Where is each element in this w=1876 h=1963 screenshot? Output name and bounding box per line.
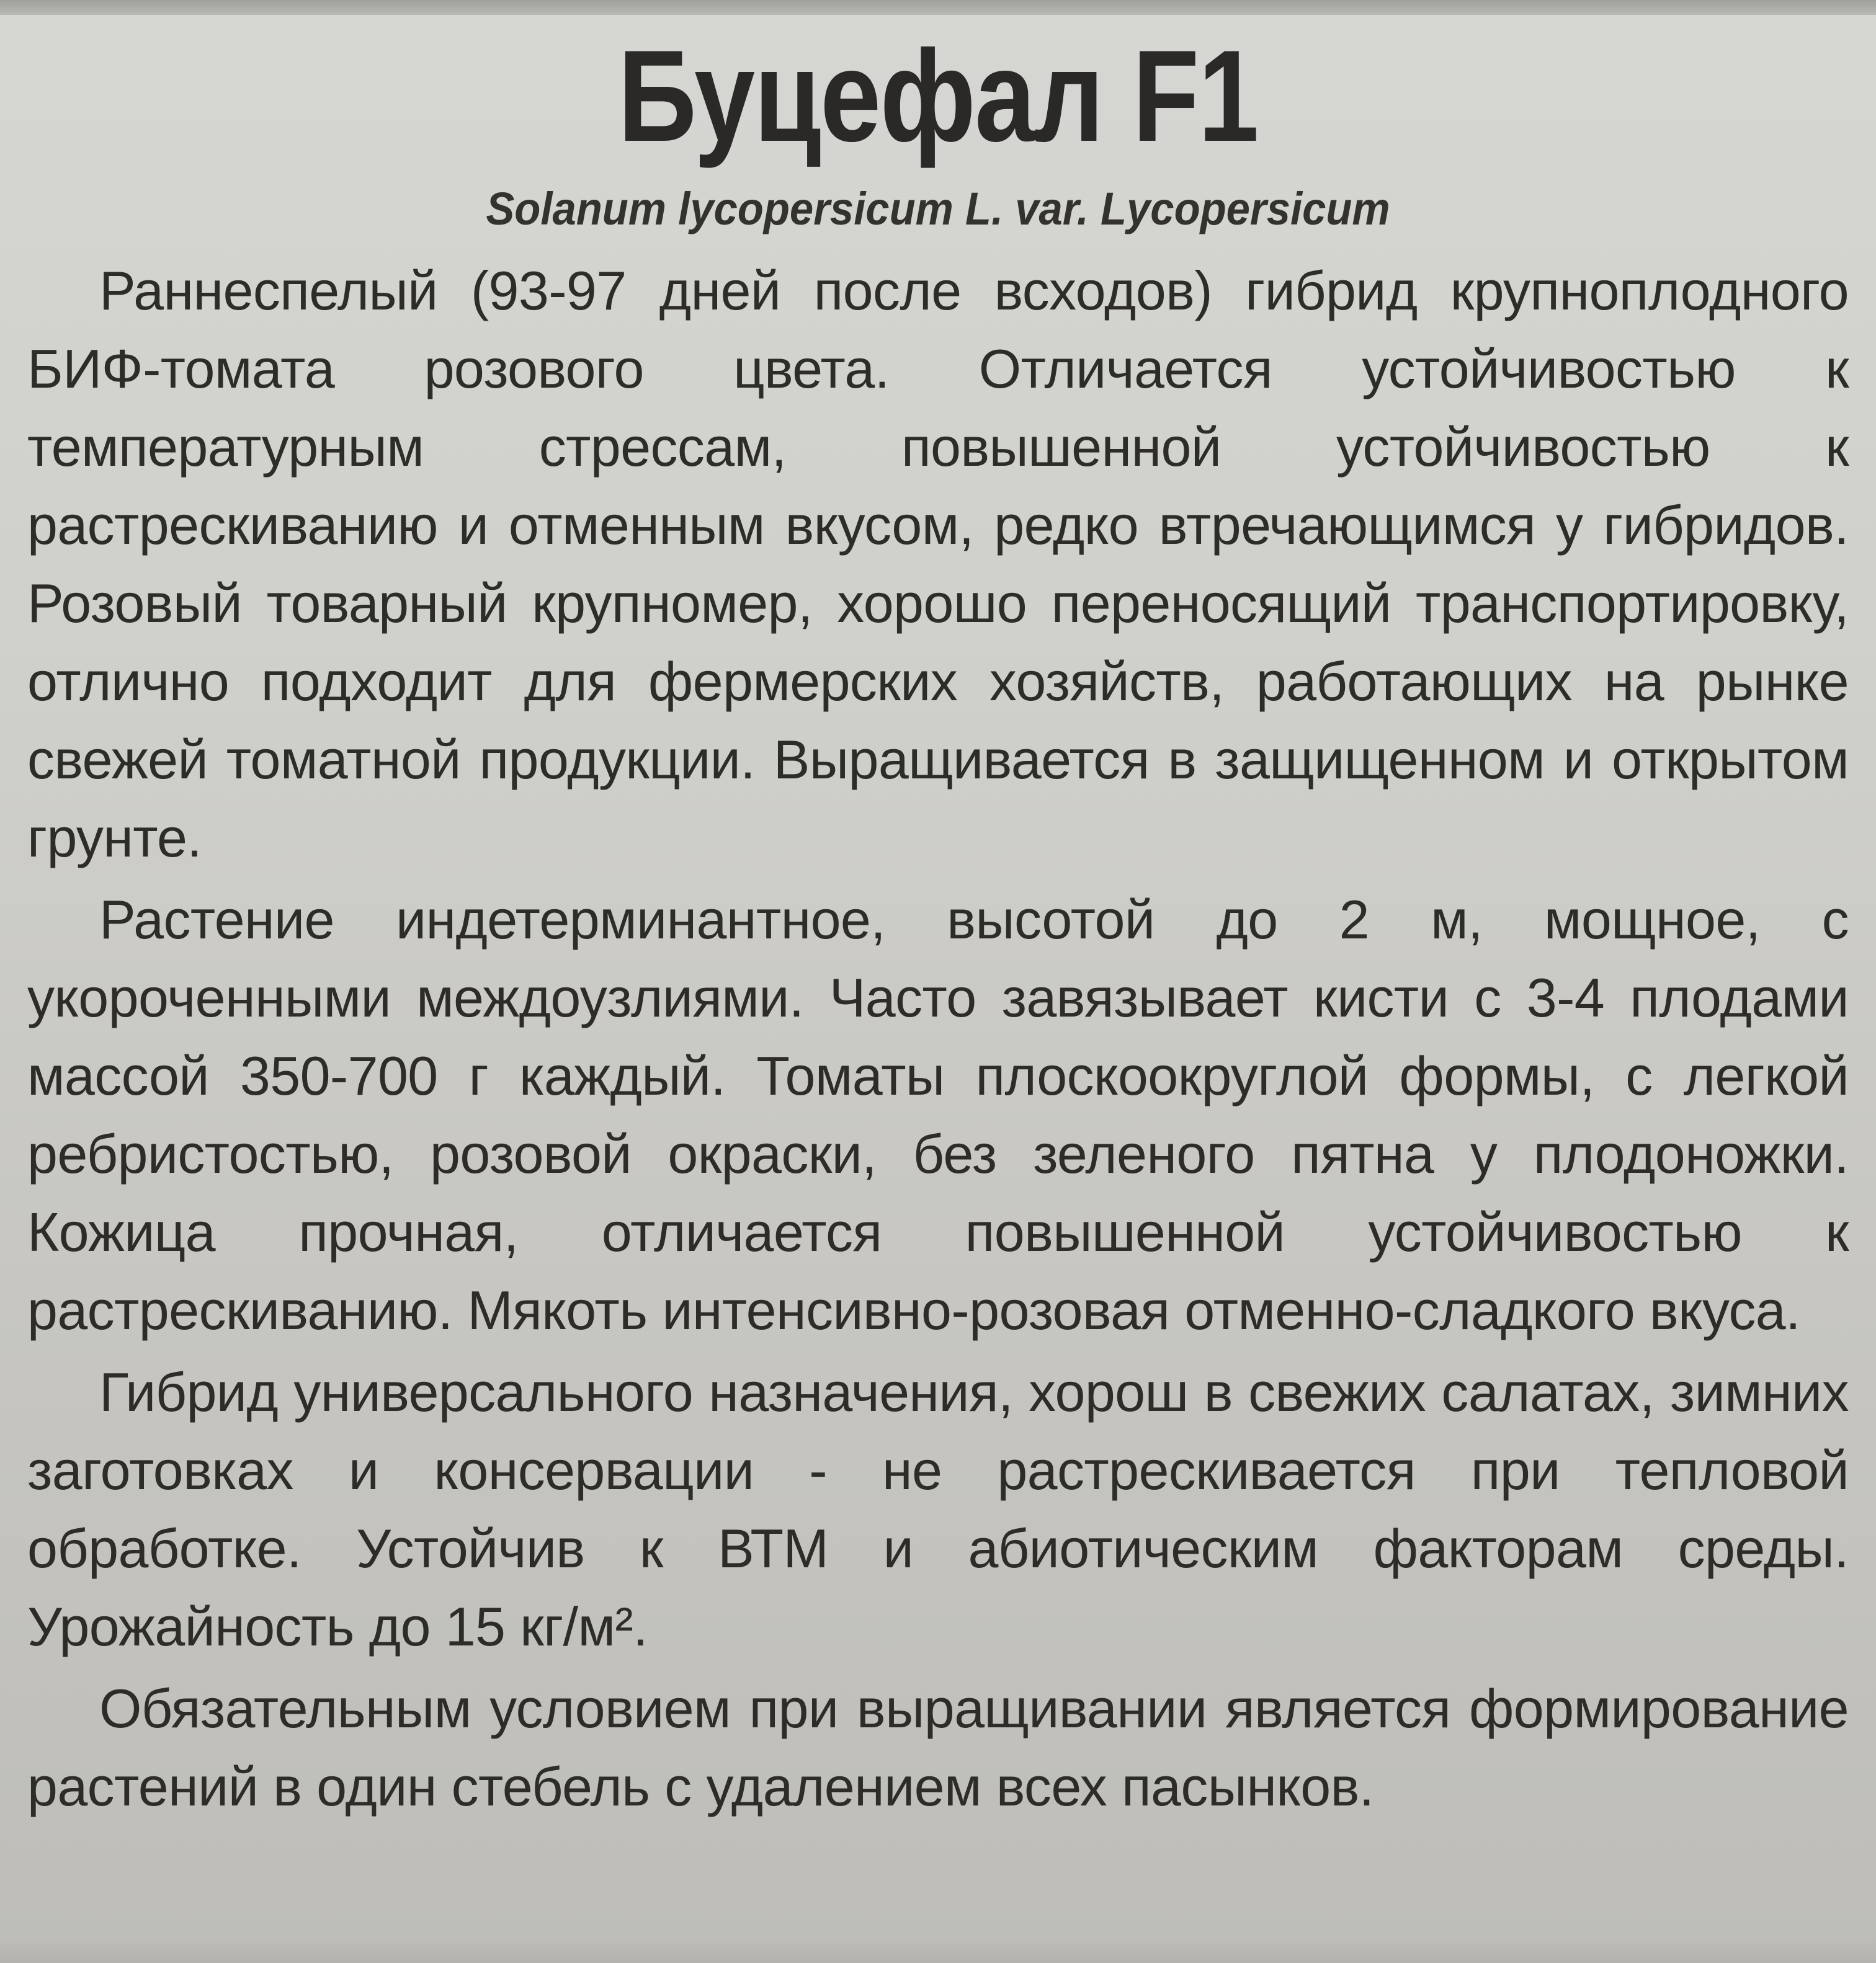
label-content — [27, 25, 1849, 1941]
description-paragraph-4: Обязательным условием при выращивании является формирование растений в один стебель с удалением всех пасынков. — [27, 1678, 1849, 1817]
top-edge-strip — [0, 0, 1876, 15]
description-paragraph-3: Гибрид универсального назначения, хорош в свежих салатах, зимних заготовках и консервации - не растрескивается при тепловой обработке. Устойчив к ВТМ и абиотическим факторам среды. Урожайность до 15 кг/м². — [27, 1361, 1849, 1657]
description-paragraph-2: Растение индетерминантное, высотой до 2 м, мощное, с укороченными междоузлиями. Часто завязывает кисти с 3-4 плодами массой 350-700 г каждый. Томаты плоскоокруглой формы, с легкой ребристостью, розовой окраски, без зеленого пятна у плодоножки. Кожица прочная, отличается повышенной устойчивостью к растрескиванию. Мякоть интенсивно-розовая отменно-сладкого вкуса. — [27, 889, 1849, 1341]
bottom-shadow — [0, 1938, 1876, 1963]
latin-name: Solanum lycopersicum L. var. Lycopersicum — [486, 183, 1390, 234]
description-paragraph-1: Раннеспелый (93-97 дней после всходов) гибрид крупноплодного БИФ-томата розового цвета. Отличается устойчивостью к температурным стрессам, повышенной устойчивостью к растрескиванию и отменным вкусом, редко втречающимся у гибридов. Розовый товарный крупномер, хорошо переносящий транспортировку, отлично подходит для фермерских хозяйств, работающих на рынке свежей томатной продукции. Выращивается в защищенном и открытом грунте. — [27, 260, 1849, 868]
variety-title: Буцефал F1 — [618, 23, 1258, 169]
